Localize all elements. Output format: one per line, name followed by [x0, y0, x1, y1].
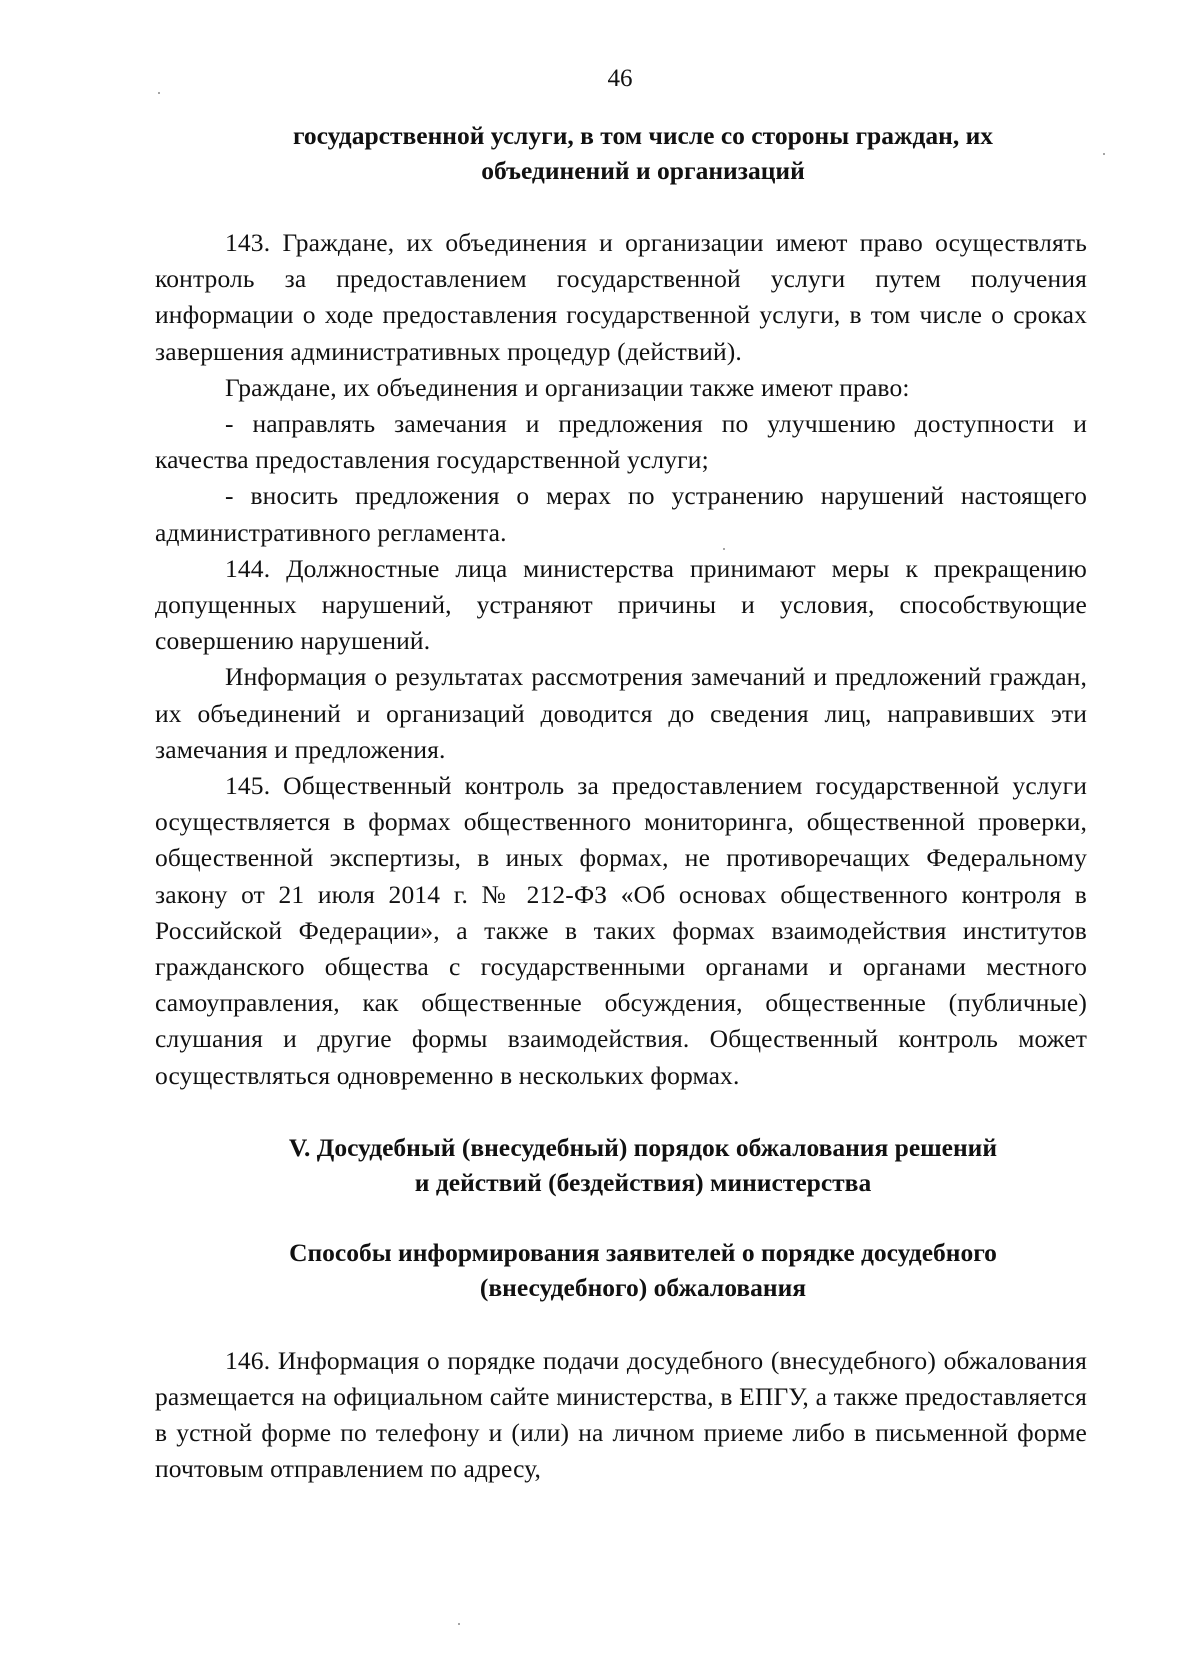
- paragraph-review-results: Информация о результатах рассмотрения замечаний и предложений граждан, их объединений и организаций доводится до сведения лиц, направивших эти замечания и предложения.: [155, 662, 1087, 764]
- section-heading-v: [155, 1130, 1087, 1200]
- paragraph-145: 145. Общественный контроль за предоставлением государственной услуги осуществляется в формах общественного мониторинга, общественной проверки, общественной экспертизы, в иных формах, не противоречащих Федеральному закону от 21 июля 2014 г. № 212-ФЗ «Об основах общественного контроля в Российской Федерации», а также в таких формах взаимодействия институтов гражданского общества с государственными органами и органами местного самоуправления, как общественные обсуждения, общественные (публичные) слушания и другие формы взаимодействия. Общественный контроль может осуществляться одновременно в нескольких формах.: [155, 771, 1087, 1090]
- page-content: [155, 118, 1087, 1488]
- paragraph-144: 144. Должностные лица министерства принимают меры к прекращению допущенных нарушений, устраняют причины и условия, способствующие совершению нарушений.: [155, 553, 1087, 656]
- heading-line: и действий (бездействия) министерства: [414, 1167, 872, 1197]
- heading-line: (внесудебного) обжалования: [479, 1272, 807, 1302]
- paragraph-143: 143. Граждане, их объединения и организации имеют право осуществлять контроль за предоставлением государственной услуги путем получения информации о ходе предоставления государственной услуги, в том числе о сроках завершения административных процедур (действий).: [155, 228, 1087, 366]
- section-heading-public-control: [155, 118, 1087, 188]
- page-number: 46: [607, 65, 633, 92]
- subsection-heading-informing: [155, 1235, 1087, 1305]
- paragraph-146: 146. Информация о порядке подачи досудебного (внесудебного) обжалования размещается на официальном сайте министерства, в ЕПГУ, а также предоставляется в устной форме по телефону и (или) на личном приеме либо в письменной форме почтовым отправлением по адресу,: [155, 1345, 1087, 1484]
- heading-line: Способы информирования заявителей о порядке досудебного: [289, 1237, 997, 1267]
- heading-line: V. Досудебный (внесудебный) порядок обжалования решений: [288, 1132, 998, 1162]
- paragraph-right-proposals: - вносить предложения о мерах по устранению нарушений настоящего административного регламента.: [155, 481, 1087, 547]
- heading-line: объединений и организаций: [481, 156, 805, 185]
- paragraph-right-remarks: - направлять замечания и предложения по улучшению доступности и качества предоставления государственной услуги;: [155, 409, 1087, 475]
- heading-line: государственной услуги, в том числе со стороны граждан, их: [292, 121, 994, 150]
- paragraph-rights-intro: Граждане, их объединения и организации также имеют право:: [225, 372, 910, 402]
